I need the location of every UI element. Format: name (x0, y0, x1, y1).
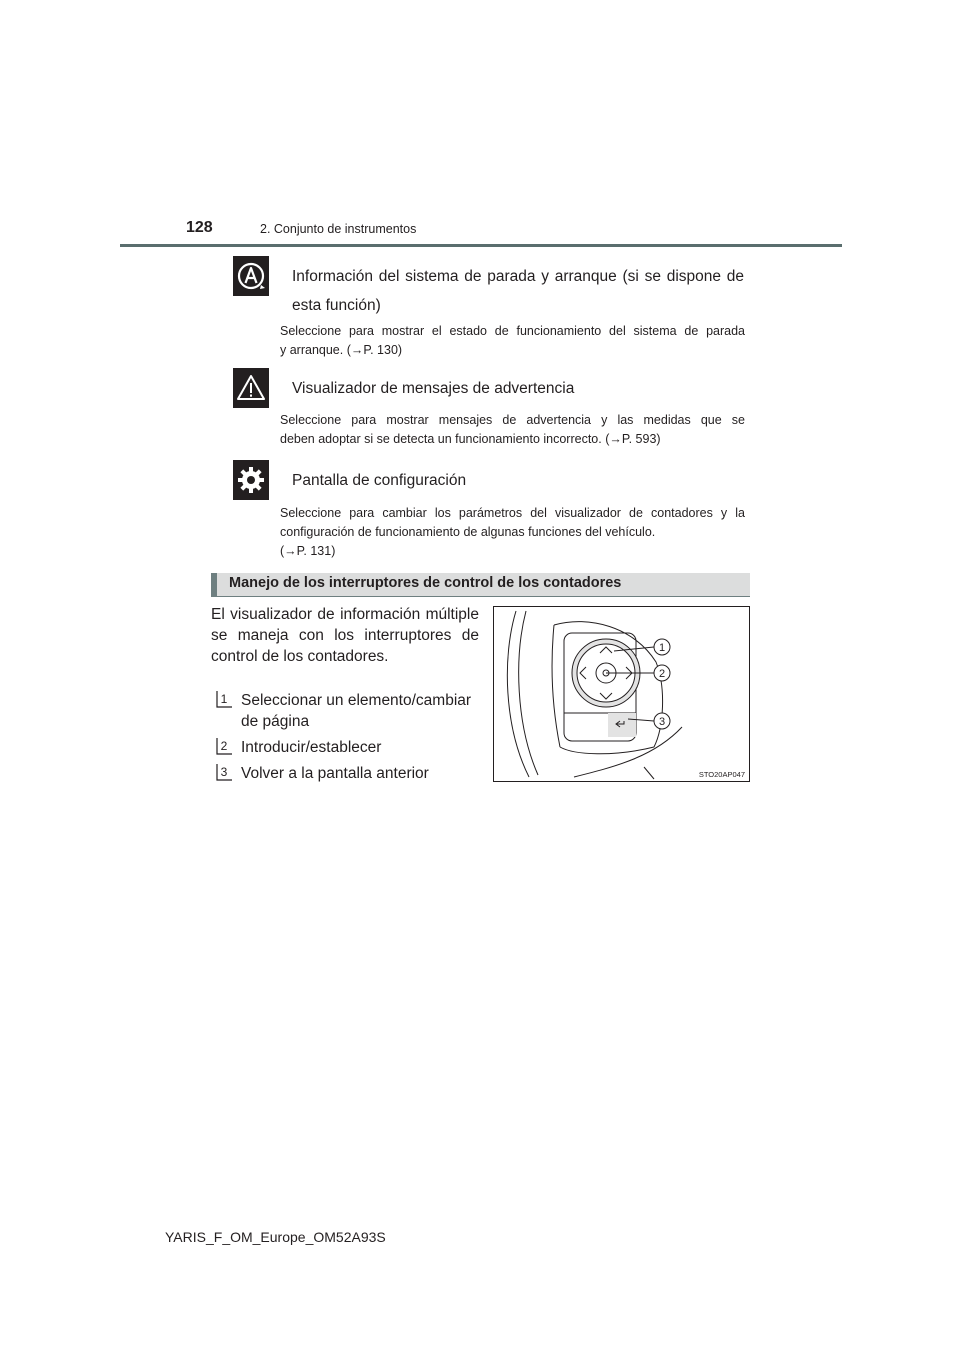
stop-start-icon (233, 256, 269, 296)
svg-text:3: 3 (220, 765, 228, 779)
steering-switch-illustration (494, 607, 749, 781)
stop-start-desc: Seleccione para mostrar el estado de funcionamiento del sistema de parada (280, 324, 745, 338)
section-header (211, 573, 750, 597)
settings-desc-cont: configuración de funcionamiento de algunas funciones del vehículo. (280, 525, 656, 539)
step-2-text: Introducir/establecer (241, 739, 382, 756)
figure-code: STO20AP047 (698, 770, 745, 779)
steering-switch-figure (493, 606, 750, 782)
warning-triangle-icon (233, 368, 269, 408)
warning-messages-desc-cont: deben adoptar si se detecta un funcionamiento incorrecto. (→P. 593) (280, 432, 661, 446)
warning-messages-desc: Seleccione para mostrar mensajes de advertencia y las medidas que se (280, 413, 745, 427)
section-title: Manejo de los interruptores de control de los contadores (229, 575, 622, 591)
header-rule (120, 244, 842, 247)
section-intro: El visualizador de información múltiple se maneja con los interruptores de control de los contadores. (211, 606, 479, 665)
step-marker-2 (215, 737, 233, 755)
step-marker-1 (215, 690, 233, 708)
warning-messages-title: Visualizador de mensajes de advertencia (292, 380, 575, 397)
settings-desc: Seleccione para cambiar los parámetros del visualizador de contadores y la (280, 506, 745, 520)
stop-start-title: Información del sistema de parada y arranque (si se dispone de (292, 268, 744, 285)
step-1-text: Seleccionar un elemento/cambiar de página (241, 692, 472, 730)
settings-title: Pantalla de configuración (292, 472, 467, 489)
stop-start-desc-cont: y arranque. (→P. 130) (280, 343, 403, 357)
step-marker-3 (215, 763, 233, 781)
callout-2: 2 (658, 668, 666, 680)
callout-1: 1 (658, 642, 666, 654)
running-header: 2. Conjunto de instrumentos (260, 222, 417, 236)
svg-text:2: 2 (220, 739, 228, 753)
callout-3: 3 (658, 716, 666, 728)
gear-icon (233, 460, 269, 500)
footer-doc-id: YARIS_F_OM_Europe_OM52A93S (165, 1229, 386, 1245)
page-number: 128 (186, 219, 213, 236)
settings-desc-ref: (→P. 131) (280, 544, 336, 558)
step-3-text: Volver a la pantalla anterior (241, 765, 429, 782)
svg-text:1: 1 (220, 692, 228, 706)
stop-start-title-cont: esta función) (292, 297, 381, 314)
